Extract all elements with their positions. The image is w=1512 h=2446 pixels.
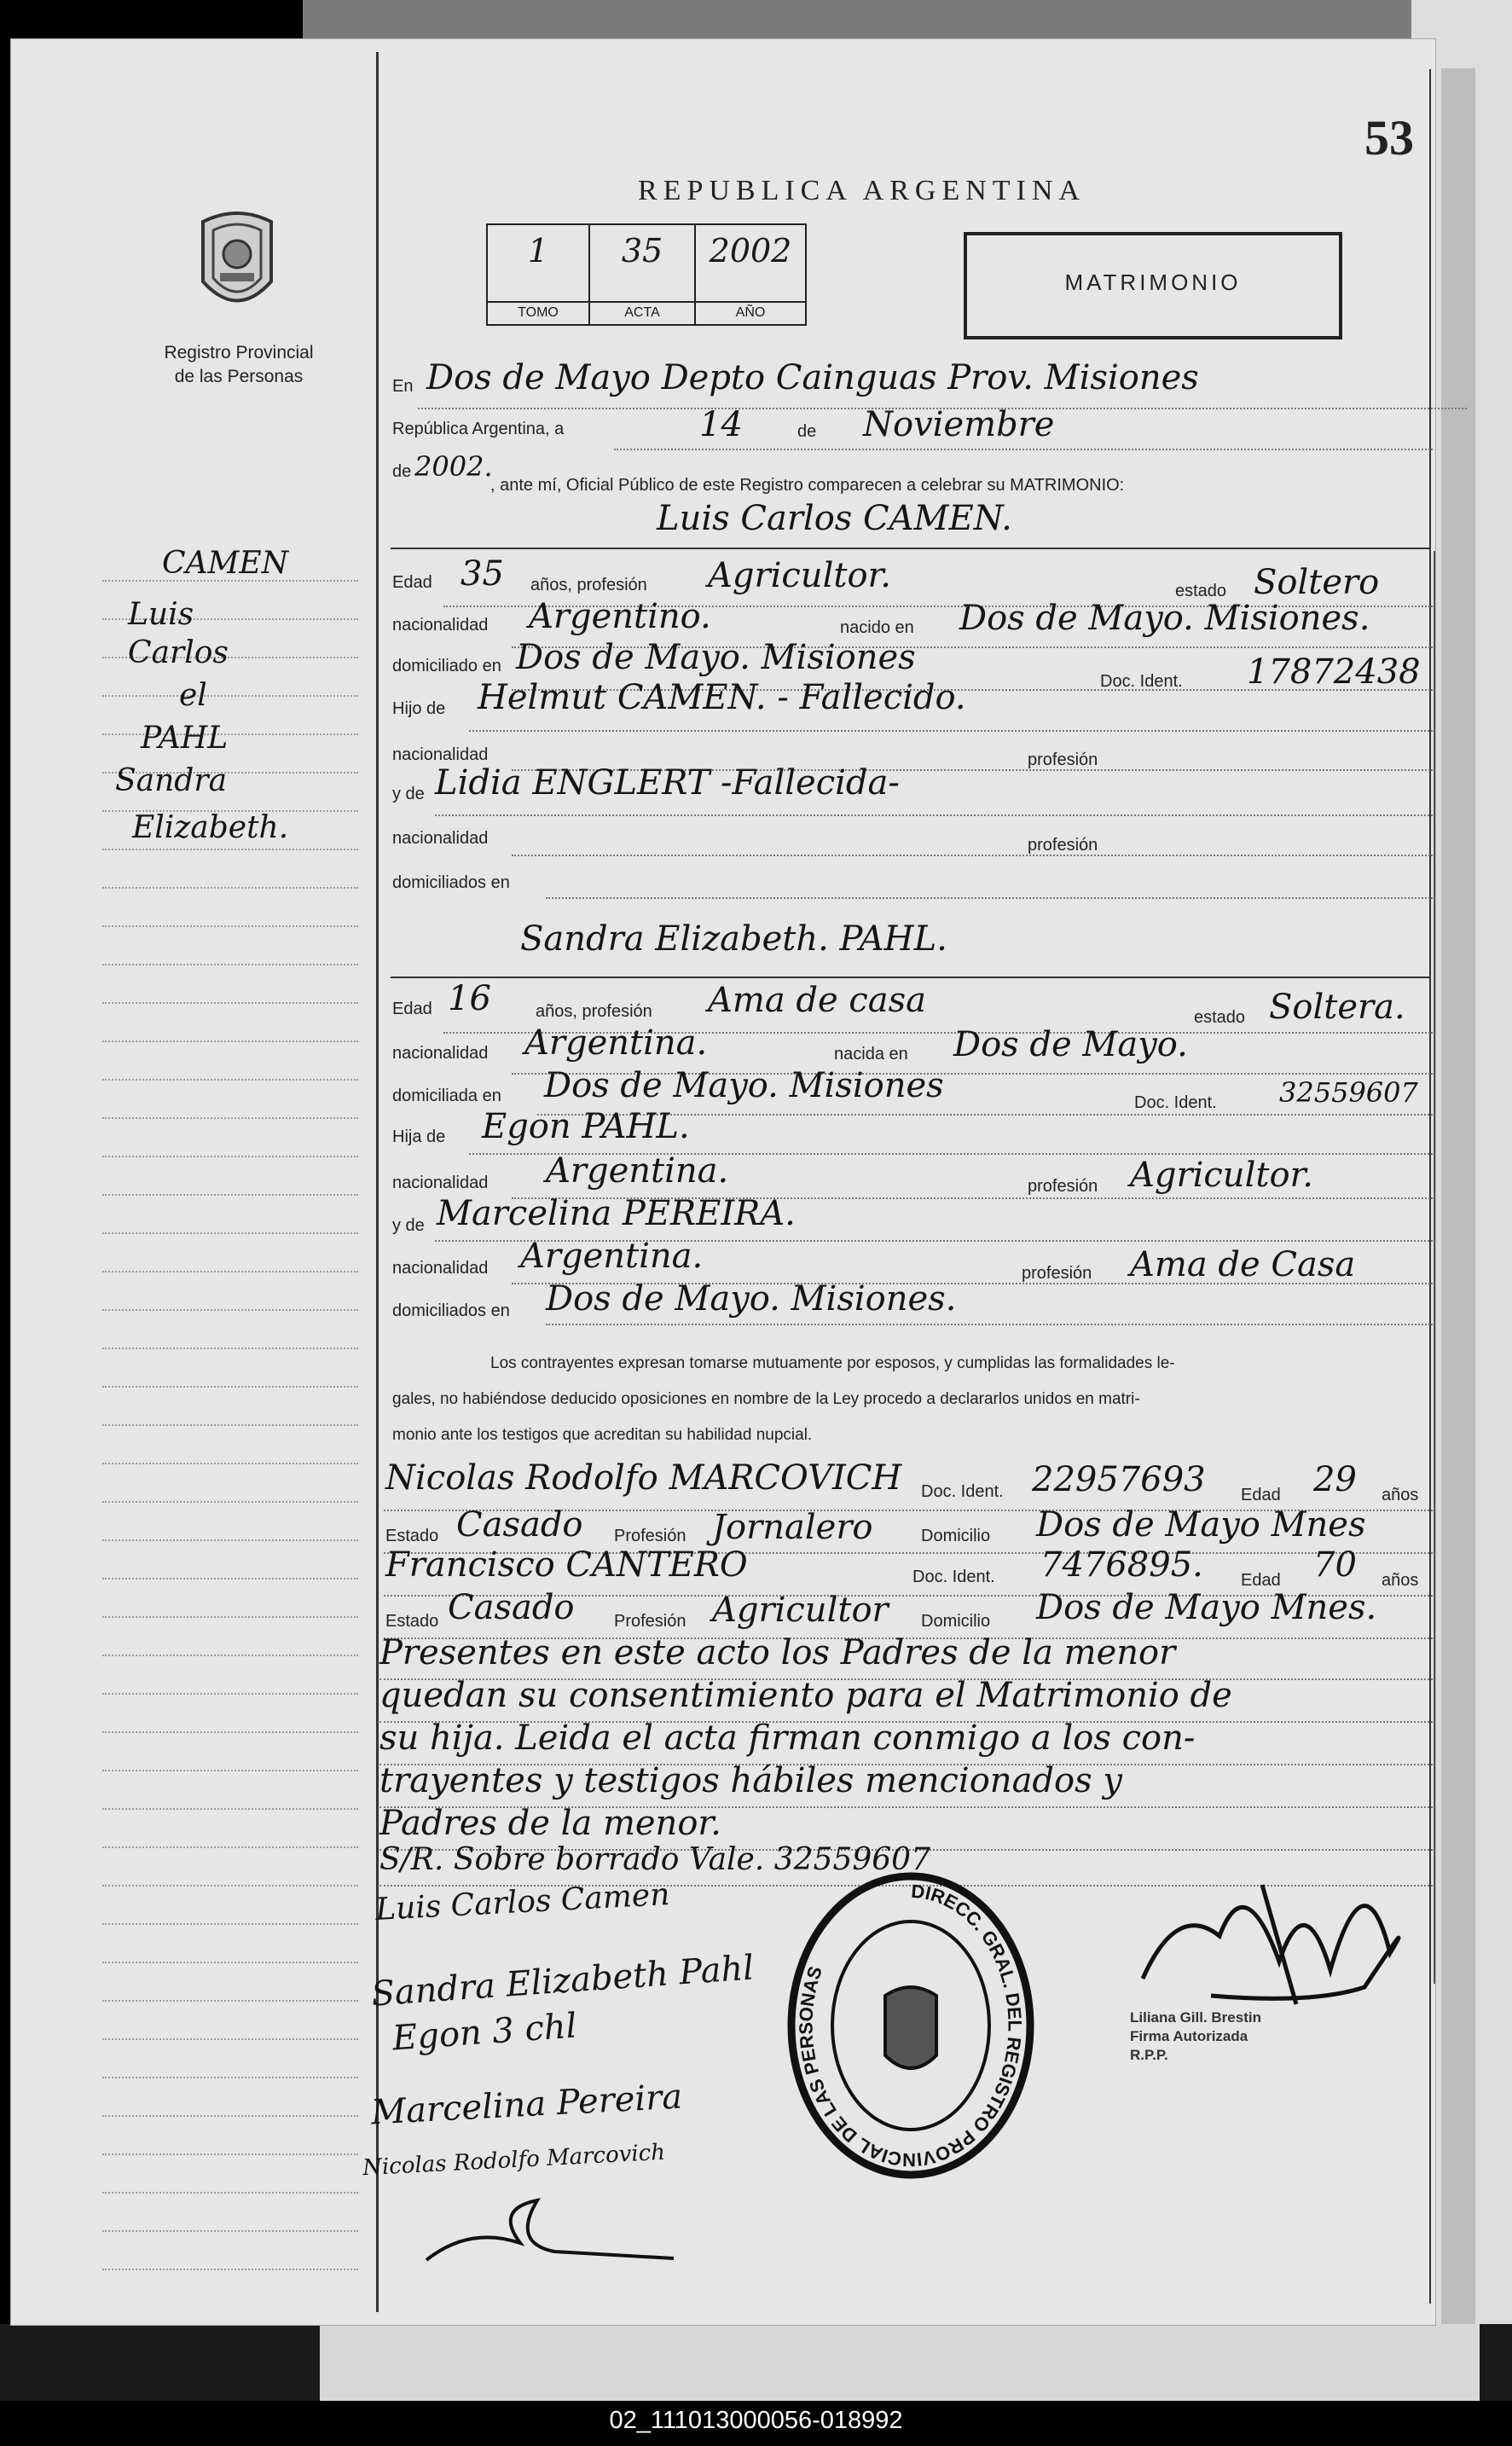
margin-note: Elizabeth. <box>132 810 289 845</box>
estado-label: estado <box>1175 582 1227 600</box>
line <box>435 814 1433 816</box>
nacionalidad-label: nacionalidad <box>392 829 489 848</box>
margin-rule <box>102 1194 358 1196</box>
anos-label: años <box>1382 1571 1419 1590</box>
stamp-line1: Liliana Gill. Brestin <box>1130 2009 1261 2026</box>
en-label: En <box>392 377 414 396</box>
profesion-label: profesión <box>1028 751 1098 769</box>
margin-rule <box>102 1693 358 1695</box>
acta-label: ACTA <box>590 301 694 321</box>
bride-father-nationality: Argentina. <box>546 1151 729 1191</box>
note-line: su hija. Leida el acta firman conmigo a los con- <box>379 1719 1196 1758</box>
margin-rule <box>102 1731 358 1733</box>
margin-rule <box>102 1271 358 1272</box>
republica-label: República Argentina, a <box>392 420 565 438</box>
stamp-line3: R.P.P. <box>1130 2047 1168 2063</box>
groom-age: 35 <box>461 554 504 594</box>
de-label-2: de <box>392 462 412 481</box>
acta-cell <box>590 225 696 324</box>
margin-note: PAHL <box>141 721 229 756</box>
margin-rule <box>102 1002 358 1004</box>
edad-label: Edad <box>392 1000 432 1018</box>
profesion-label: Profesión <box>614 1612 686 1631</box>
margin-rule <box>102 1463 358 1464</box>
edad-label: Edad <box>392 573 432 592</box>
margin-divider <box>376 52 379 2312</box>
bride-nationality: Argentina. <box>524 1023 708 1063</box>
bride-birthplace: Dos de Mayo. <box>953 1025 1188 1064</box>
ano-label: AÑO <box>696 301 805 321</box>
margin-rule <box>102 2230 358 2232</box>
intro-day: 14 <box>699 405 743 444</box>
margin-rule <box>102 1962 358 1963</box>
stamp-line2: Firma Autorizada <box>1130 2028 1248 2044</box>
intro-place: Dos de Mayo Depto Cainguas Prov. Misiones <box>426 358 1199 397</box>
y-de-label: y de <box>392 785 425 803</box>
bride-status: Soltera. <box>1269 988 1405 1027</box>
margin-rule <box>102 1885 358 1887</box>
margin-note: Sandra <box>115 763 228 798</box>
domicilio-label: Domicilio <box>921 1612 991 1631</box>
margin-rule <box>102 1616 358 1618</box>
note-line: quedan su consentimiento para el Matrimonio de <box>379 1676 1232 1715</box>
domiciliada-en-label: domiciliada en <box>392 1087 501 1105</box>
anos-profesion-label: años, profesión <box>536 1002 652 1021</box>
signature-bride-mother: Marcelina Pereira <box>370 2077 684 2133</box>
margin-rule <box>102 964 358 965</box>
witness1-name: Nicolas Rodolfo MARCOVICH <box>385 1458 902 1498</box>
note-line: trayentes y testigos hábiles mencionados y <box>379 1761 1122 1800</box>
line <box>469 730 1433 732</box>
line <box>546 897 1433 899</box>
margin-rule <box>102 1232 358 1234</box>
margin-rule <box>102 1424 358 1426</box>
witness1-domicile: Dos de Mayo Mnes <box>1036 1505 1366 1545</box>
bride-age: 16 <box>448 979 491 1018</box>
profesion-label: profesión <box>1022 1264 1092 1283</box>
margin-rule <box>102 1923 358 1925</box>
margin-rule <box>102 887 358 889</box>
margin-rule <box>102 1386 358 1388</box>
margin-rule <box>102 1309 358 1311</box>
coat-of-arms-icon <box>186 205 288 324</box>
witness1-status: Casado <box>456 1505 583 1545</box>
bride-father: Egon PAHL. <box>482 1107 690 1146</box>
margin-rule <box>102 2269 358 2270</box>
nacionalidad-label: nacionalidad <box>392 1044 489 1063</box>
profesion-label: Profesión <box>614 1527 686 1545</box>
anos-profesion-label: años, profesión <box>530 576 647 594</box>
doc-ident-label: Doc. Ident. <box>1134 1093 1217 1112</box>
bride-mother-profession: Ama de Casa <box>1130 1245 1356 1284</box>
margin-rule <box>102 1501 358 1503</box>
margin-note: el <box>179 678 207 713</box>
groom-profession: Agricultor. <box>708 556 891 595</box>
registry-caption <box>136 341 341 389</box>
line <box>614 449 1433 450</box>
document-type-label: MATRIMONIO <box>1064 270 1242 295</box>
margin-rule <box>102 1348 358 1349</box>
margin-rule <box>102 695 358 697</box>
domiciliado-en-label: domiciliado en <box>392 657 501 675</box>
tomo-label: TOMO <box>488 301 588 321</box>
signature-witness2-scribble-icon <box>418 2192 674 2277</box>
margin-rule <box>102 2192 358 2194</box>
page-title: REPUBLICA ARGENTINA <box>638 175 1086 206</box>
witness2-age: 70 <box>1313 1545 1357 1585</box>
margin-rule <box>102 1846 358 1848</box>
margin-rule <box>102 849 358 850</box>
intro-month: Noviembre <box>863 405 1055 444</box>
groom-domicile: Dos de Mayo. Misiones <box>516 638 916 677</box>
margin-note: Luis <box>128 597 194 632</box>
line <box>546 1324 1433 1325</box>
registry-name-line2: de las Personas <box>174 367 304 386</box>
witness1-age: 29 <box>1313 1460 1357 1499</box>
tomo-cell <box>488 225 590 324</box>
document-type-box <box>964 232 1342 339</box>
authorization-stamp <box>1130 2008 1301 2065</box>
witness1-profession: Jornalero <box>712 1508 873 1547</box>
anos-label: años <box>1382 1486 1419 1504</box>
seal-text: DIRECC. GRAL. DEL REGISTRO PROVINCIAL DE LAS PERSONAS <box>795 1880 1026 2171</box>
margin-rule <box>102 1040 358 1042</box>
ano-cell <box>696 225 805 324</box>
edad-label: Edad <box>1241 1486 1281 1504</box>
margin-rule <box>102 925 358 927</box>
domiciliados-en-label: domiciliados en <box>392 1301 510 1320</box>
bride-father-profession: Agricultor. <box>1130 1156 1313 1195</box>
witness2-name: Francisco CANTERO <box>385 1545 748 1585</box>
bride-profession: Ama de casa <box>708 981 926 1020</box>
ante-label: , ante mí, Oficial Público de este Registro comparecen a celebrar su MATRIMONIO: <box>490 476 1125 495</box>
nacionalidad-label: nacionalidad <box>392 1259 489 1278</box>
hijo-de-label: Hijo de <box>392 699 446 718</box>
profesion-label: profesión <box>1028 1177 1098 1196</box>
margin-note: CAMEN <box>162 546 289 581</box>
registry-name-line1: Registro Provincial <box>164 343 314 362</box>
domiciliados-en-label: domiciliados en <box>392 873 510 892</box>
doc-ident-label: Doc. Ident. <box>921 1482 1004 1501</box>
groom-mother: Lidia ENGLERT -Fallecida- <box>435 763 900 803</box>
bride-name: Sandra Elizabeth. PAHL. <box>520 919 947 959</box>
witness1-doc-id: 22957693 <box>1032 1460 1206 1499</box>
note-line: Padres de la menor. <box>379 1804 721 1843</box>
signature-bride-father: Egon 3 chl <box>391 2006 578 2059</box>
groom-status: Soltero <box>1254 563 1380 602</box>
hija-de-label: Hija de <box>392 1127 446 1146</box>
y-de-label: y de <box>392 1216 425 1235</box>
margin-rule <box>102 2115 358 2117</box>
bride-domicile: Dos de Mayo. Misiones <box>544 1066 944 1105</box>
witness2-domicile: Dos de Mayo Mnes. <box>1036 1588 1377 1627</box>
margin-rule <box>102 2153 358 2155</box>
bride-parents-domicile: Dos de Mayo. Misiones. <box>546 1279 957 1319</box>
line <box>512 855 1433 856</box>
reference-box <box>486 223 807 326</box>
groom-birthplace: Dos de Mayo. Misiones. <box>959 599 1370 638</box>
margin-rule <box>102 1079 358 1081</box>
edad-label: Edad <box>1241 1571 1281 1590</box>
bride-doc-id: 32559607 <box>1279 1076 1418 1109</box>
margin-rule <box>102 2077 358 2078</box>
section-divider <box>391 977 1431 978</box>
doc-ident-label: Doc. Ident. <box>912 1568 995 1586</box>
estado-label: Estado <box>385 1527 439 1545</box>
form-right-line <box>1434 551 1435 1984</box>
declaration-line: gales, no habiéndose deducido oposiciones en nombre de la Ley procedo a declararlos unidos en matri- <box>392 1390 1140 1408</box>
intro-year: 2002. <box>414 450 493 483</box>
groom-doc-id: 17872438 <box>1247 652 1421 692</box>
bride-mother: Marcelina PEREIRA. <box>437 1194 796 1233</box>
witness2-status: Casado <box>448 1588 575 1627</box>
nacida-en-label: nacida en <box>834 1045 908 1064</box>
correction-note: S/R. Sobre borrado Vale. 32559607 <box>379 1842 930 1877</box>
margin-rule <box>102 1117 358 1119</box>
signature-bride: Sandra Elizabeth Pahl <box>369 1948 756 2014</box>
margin-rule <box>102 1770 358 1771</box>
nacionalidad-label: nacionalidad <box>392 1174 489 1192</box>
ano-value: 2002 <box>709 232 792 270</box>
nacido-en-label: nacido en <box>840 618 914 637</box>
de-label: de <box>797 422 817 441</box>
bride-mother-nationality: Argentina. <box>520 1237 704 1276</box>
witness2-doc-id: 7476895. <box>1040 1545 1203 1585</box>
margin-rule <box>102 1156 358 1157</box>
official-signature-scribble-icon <box>1109 1834 1433 2030</box>
acta-value: 35 <box>621 232 663 270</box>
margin-rule <box>102 1655 358 1656</box>
margin-rule <box>102 1808 358 1810</box>
declaration-line: Los contrayentes expresan tomarse mutuamente por esposos, y cumplidas las formalidades le- <box>490 1354 1175 1372</box>
margin-rule <box>102 1578 358 1579</box>
signature-groom: Luis Carlos Camen <box>374 1876 671 1928</box>
page-bottom-edge <box>320 2324 1480 2401</box>
tomo-value: 1 <box>527 232 549 270</box>
groom-nationality: Argentino. <box>529 597 711 636</box>
margin-rule <box>102 2038 358 2040</box>
groom-father: Helmut CAMEN. - Fallecido. <box>478 678 966 717</box>
section-divider <box>391 548 1431 549</box>
groom-name: Luis Carlos CAMEN. <box>657 499 1012 538</box>
domicilio-label: Domicilio <box>921 1527 991 1545</box>
nacionalidad-label: nacionalidad <box>392 616 489 635</box>
note-line: Presentes en este acto los Padres de la menor <box>379 1633 1176 1672</box>
margin-rule <box>102 1539 358 1541</box>
file-id: 02_111013000056-018992 <box>609 2407 903 2434</box>
witness2-profession: Agricultor <box>712 1591 889 1630</box>
nacionalidad-label: nacionalidad <box>392 745 489 764</box>
margin-rule <box>102 2000 358 2002</box>
declaration-line: monio ante los testigos que acreditan su habilidad nupcial. <box>392 1426 813 1444</box>
official-seal-icon <box>783 1868 1039 2183</box>
signature-witness1: Nicolas Rodolfo Marcovich <box>362 2139 666 2182</box>
page-number: 53 <box>1364 110 1414 165</box>
margin-note: Carlos <box>128 635 229 670</box>
page-right-edge <box>1441 68 1475 2362</box>
underlying-page-edge <box>303 0 1411 43</box>
doc-ident-label: Doc. Ident. <box>1100 672 1183 691</box>
estado-label: Estado <box>385 1612 439 1631</box>
estado-label: estado <box>1194 1008 1246 1027</box>
profesion-label: profesión <box>1028 836 1098 855</box>
